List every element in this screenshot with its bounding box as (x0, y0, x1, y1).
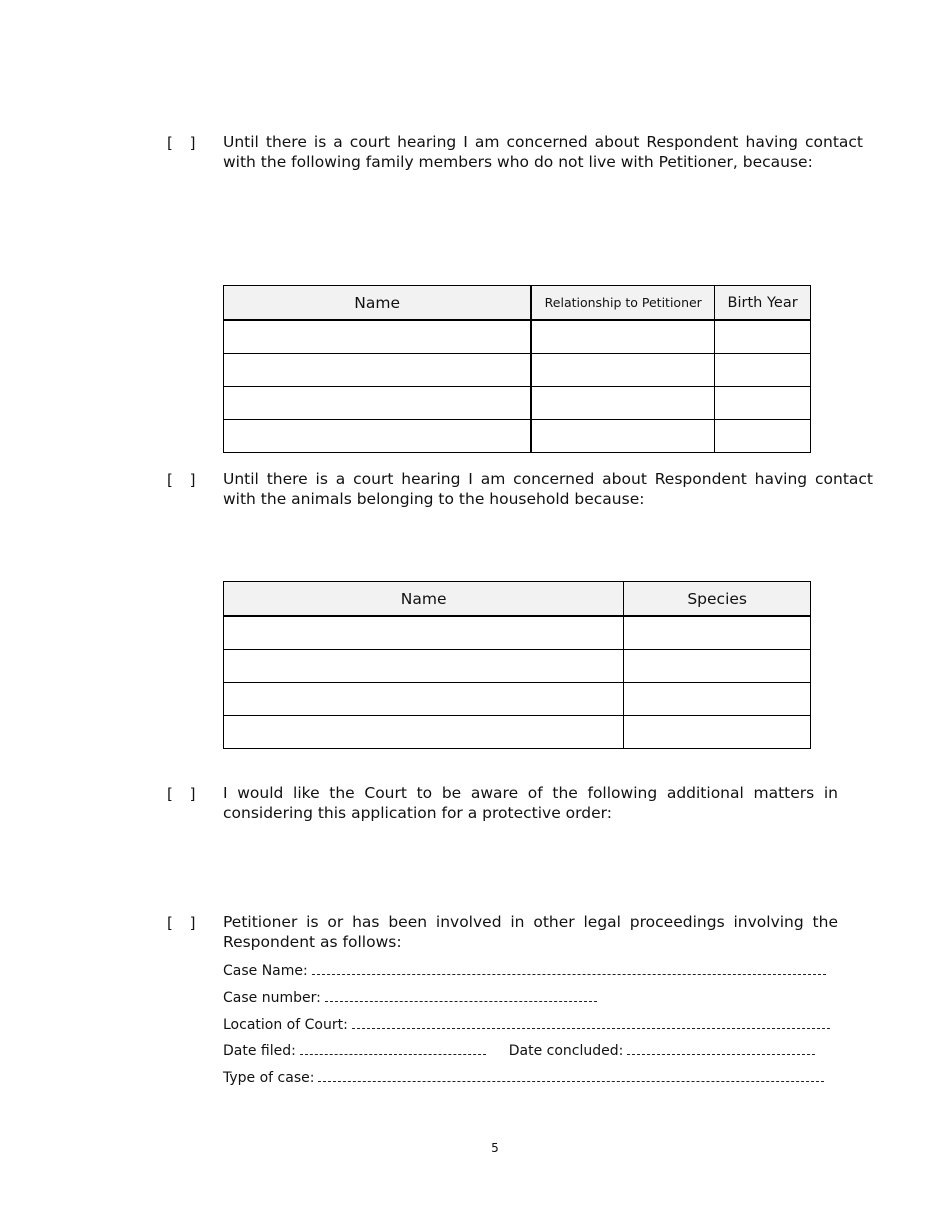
type-of-case-label: Type of case: (223, 1070, 315, 1086)
additional-matters-checkbox[interactable]: [ ] (167, 785, 202, 803)
family-relationship-cell[interactable] (531, 320, 714, 354)
location-of-court-field (223, 1016, 830, 1034)
animal-species-header: Species (624, 582, 811, 617)
animal-species-cell[interactable] (624, 616, 811, 650)
date-filed-input[interactable] (300, 1042, 486, 1055)
animal-name-cell[interactable] (224, 716, 624, 749)
table-row (224, 716, 811, 749)
family-name-cell[interactable] (224, 387, 532, 420)
page-number: 5 (491, 1141, 499, 1155)
dates-field-row (223, 1042, 815, 1060)
location-of-court-input[interactable] (352, 1016, 830, 1029)
family-name-cell[interactable] (224, 354, 532, 387)
table-row (224, 420, 811, 453)
table-row (224, 320, 811, 354)
animal-name-header: Name (224, 582, 624, 617)
family-relationship-cell[interactable] (531, 387, 714, 420)
animal-contact-checkbox[interactable]: [ ] (167, 471, 202, 489)
family-name-header: Name (224, 286, 532, 321)
animal-name-cell[interactable] (224, 616, 624, 650)
animals-table (223, 581, 811, 749)
table-row (224, 387, 811, 420)
case-number-input[interactable] (325, 989, 597, 1002)
case-name-field (223, 962, 826, 980)
table-row (224, 683, 811, 716)
animal-species-cell[interactable] (624, 650, 811, 683)
legal-proceedings-text: Petitioner is or has been involved in other legal proceedings involving the Respondent as follows: (223, 913, 838, 951)
family-birth-year-header: Birth Year (715, 286, 811, 321)
animal-name-cell[interactable] (224, 683, 624, 716)
table-row (224, 354, 811, 387)
location-of-court-label: Location of Court: (223, 1017, 348, 1033)
family-birth-year-cell[interactable] (715, 420, 811, 453)
animal-name-cell[interactable] (224, 650, 624, 683)
family-relationship-cell[interactable] (531, 354, 714, 387)
animal-species-cell[interactable] (624, 683, 811, 716)
additional-matters-text: I would like the Court to be aware of the following additional matters in considering this application for a protective order: (223, 784, 838, 822)
case-name-input[interactable] (312, 962, 826, 975)
type-of-case-input[interactable] (318, 1069, 824, 1082)
family-relationship-cell[interactable] (531, 420, 714, 453)
animal-contact-text: Until there is a court hearing I am concerned about Respondent having contact with the animals belonging to the household because: (223, 470, 873, 508)
family-contact-text: Until there is a court hearing I am concerned about Respondent having contact with the following family members who do not live with Petitioner, because: (223, 133, 863, 171)
family-birth-year-cell[interactable] (715, 387, 811, 420)
date-filed-label: Date filed: (223, 1043, 296, 1059)
date-concluded-label: Date concluded: (508, 1043, 624, 1059)
family-contact-checkbox[interactable]: [ ] (167, 134, 202, 152)
family-name-cell[interactable] (224, 420, 532, 453)
type-of-case-field (223, 1069, 824, 1087)
table-header-row (224, 582, 811, 617)
family-birth-year-cell[interactable] (715, 320, 811, 354)
table-row (224, 616, 811, 650)
family-members-table (223, 285, 811, 453)
case-name-label: Case Name: (223, 963, 308, 979)
family-birth-year-cell[interactable] (715, 354, 811, 387)
table-header-row (224, 286, 811, 321)
family-name-cell[interactable] (224, 320, 532, 354)
case-number-label: Case number: (223, 990, 321, 1006)
case-number-field (223, 989, 597, 1007)
animal-species-cell[interactable] (624, 716, 811, 749)
table-row (224, 650, 811, 683)
date-concluded-input[interactable] (627, 1042, 815, 1055)
family-relationship-header: Relationship to Petitioner (531, 286, 714, 321)
legal-proceedings-checkbox[interactable]: [ ] (167, 914, 202, 932)
